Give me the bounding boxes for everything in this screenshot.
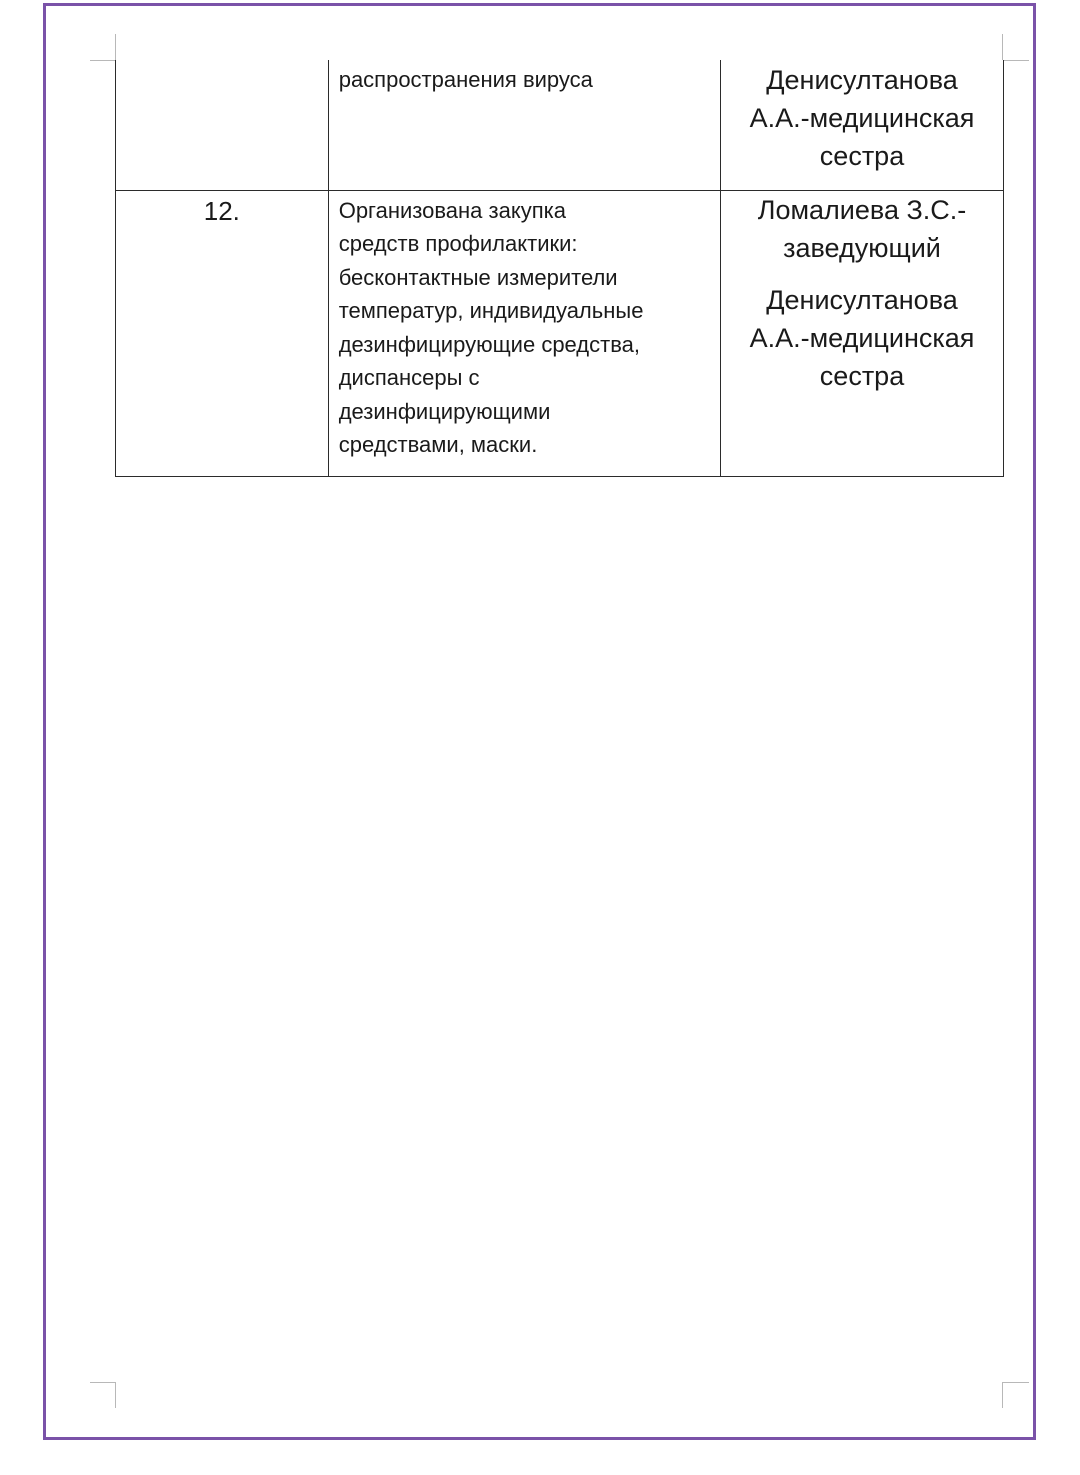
responsible-line: заведующий xyxy=(783,232,941,263)
number-cell xyxy=(116,60,329,190)
crop-mark-top-right-v xyxy=(1002,34,1003,60)
responsible-person xyxy=(721,191,1003,267)
crop-mark-top-right-h xyxy=(1003,60,1029,61)
responsible-line: Ломалиева З.С.- xyxy=(757,194,967,225)
row-number xyxy=(116,60,328,65)
crop-mark-bottom-left-v xyxy=(115,1382,116,1408)
row-number: 12. xyxy=(203,195,240,226)
table-row xyxy=(116,60,1004,190)
description-cell xyxy=(328,190,720,476)
responsible-line: А.А.-медицинская xyxy=(749,322,975,353)
measure-description: Организована закупка средств профилактики: бесконтактные измерители температур, индивидуальные дезинфицирующие средства, диспансеры с дезинфицирующими средствами, маски. xyxy=(338,197,644,457)
crop-mark-bottom-left-h xyxy=(90,1382,116,1383)
measures-table xyxy=(115,60,1004,477)
crop-mark-bottom-right-v xyxy=(1002,1382,1003,1408)
crop-mark-bottom-right-h xyxy=(1003,1382,1029,1383)
responsible-person xyxy=(721,281,1003,395)
responsible-line: А.А.-медицинская xyxy=(749,103,975,133)
description-cell xyxy=(328,60,720,190)
crop-mark-top-left-h xyxy=(90,60,116,61)
measure-description: распространения вируса xyxy=(338,67,593,92)
responsible-line: сестра xyxy=(819,141,905,171)
responsible-line: Денисултанова xyxy=(766,65,958,95)
responsible-person xyxy=(721,60,1003,175)
crop-mark-top-left-v xyxy=(115,34,116,60)
responsible-cell xyxy=(721,60,1004,190)
table-row xyxy=(116,190,1004,476)
number-cell xyxy=(116,190,329,476)
responsible-line: сестра xyxy=(819,360,905,391)
responsible-cell xyxy=(721,190,1004,476)
responsible-line: Денисултанова xyxy=(766,284,958,315)
